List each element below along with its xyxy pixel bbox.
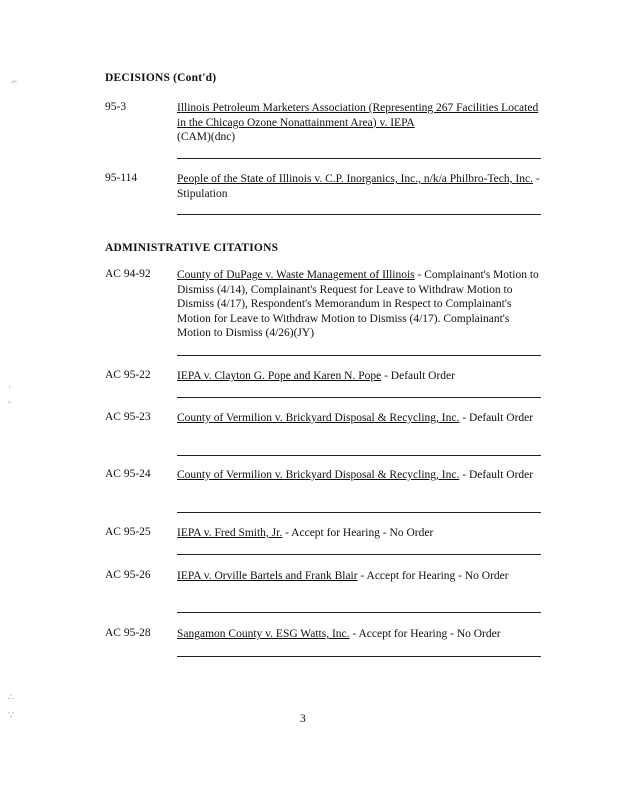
docket-number: AC 95-24 [105,468,151,480]
citations-heading: ADMINISTRATIVE CITATIONS [105,242,279,254]
scan-artifact: ⌐ [12,76,18,86]
page-number: 3 [300,713,306,725]
scan-artifact: ˜ [8,400,11,410]
entry-description [177,369,543,384]
case-title: County of DuPage v. Waste Management of Illinois [177,269,415,281]
case-title: County of Vermilion v. Brickyard Disposal & Recycling, Inc. [177,469,460,481]
entry-disposition: - Default Order [381,370,455,382]
entry-description [177,268,543,341]
entry-description [177,526,543,541]
entry-description [177,101,543,145]
scan-artifact: · [8,382,11,392]
entry-disposition: - Accept for Hearing - No Order [282,527,434,539]
docket-number: AC 95-23 [105,411,151,423]
entry-divider [177,455,541,456]
entry-description [177,172,543,201]
entry-disposition: - Stipulation [177,173,540,200]
case-title: Illinois Petroleum Marketers Association (Representing 267 Facilities Located in the Chicago Ozone Nonattainment Area) v. IEPA [177,102,539,129]
docket-number: AC 95-25 [105,526,151,538]
case-title: IEPA v. Fred Smith, Jr. [177,527,283,539]
case-title: IEPA v. Orville Bartels and Frank Blair [177,570,358,582]
entry-disposition: - Complainant's Motion to Dismiss (4/14), Complainant's Request for Leave to Withdraw Motion to Dismiss (4/17), Respondent's Memorandum in Respect to Complainant's Motion for Leave to Withdraw Motion to Dismiss (4/17). Complainant's Motion to Dismiss (4/26)(JY) [177,269,539,339]
case-title: IEPA v. Clayton G. Pope and Karen N. Pope [177,370,382,382]
entry-divider [177,214,541,215]
entry-description [177,569,543,584]
entry-description [177,627,543,642]
docket-number: 95-114 [105,172,138,184]
docket-number: AC 94-92 [105,268,151,280]
docket-number: AC 95-28 [105,627,151,639]
docket-number: AC 95-22 [105,369,151,381]
entry-divider [177,158,541,159]
scan-artifact: ∵ [8,710,14,720]
entry-divider [177,397,541,398]
decisions-heading: DECISIONS (Cont'd) [105,72,217,84]
entry-divider [177,554,541,555]
entry-disposition: - Default Order [459,469,534,481]
entry-divider [177,612,541,613]
docket-number: 95-3 [105,101,127,113]
entry-description [177,468,543,483]
entry-disposition: (CAM)(dnc) [177,131,236,143]
entry-description [177,411,543,426]
case-title: Sangamon County v. ESG Watts, Inc. [177,628,350,640]
case-title: People of the State of Illinois v. C.P. Inorganics, Inc., n/k/a Philbro-Tech, Inc. [177,173,533,185]
entry-divider [177,512,541,513]
entry-disposition: - Accept for Hearing - No Order [357,570,509,582]
entry-divider [177,656,541,657]
entry-disposition: - Accept for Hearing - No Order [349,628,501,640]
docket-number: AC 95-26 [105,569,151,581]
entry-divider [177,355,541,356]
case-title: County of Vermilion v. Brickyard Disposal & Recycling, Inc. [177,412,460,424]
entry-disposition: - Default Order [459,412,534,424]
scan-artifact: ∴ [8,692,14,702]
